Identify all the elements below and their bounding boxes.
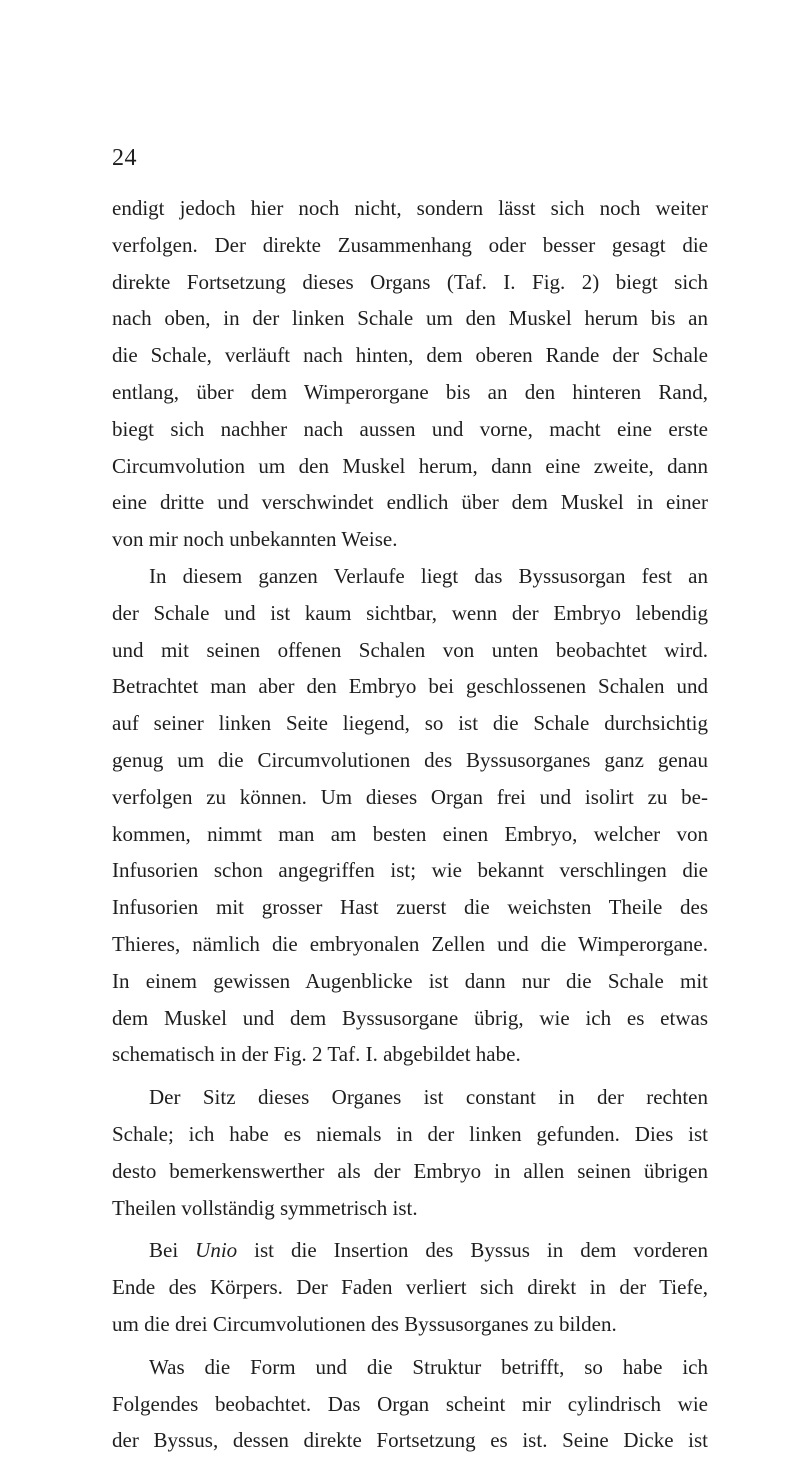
text-line: nach oben, in der linken Schale um den Muskel herum bis an [112,306,708,331]
text-line: Betrachtet man aber den Embryo bei geschlossenen Schalen und [112,674,708,699]
text-line: entlang, über dem Wimperorgane bis an den hinteren Rand, [112,379,708,404]
text-line: auf seiner linken Seite liegend, so ist die Schale durchsichtig [112,711,708,736]
text-line: und mit seinen offenen Schalen von unten beobachtet wird. [112,637,708,662]
text-line: endigt jedoch hier noch nicht, sondern lässt sich noch weiter [112,196,708,220]
paragraph [112,1079,708,1226]
text-line: Circumvolution um den Muskel herum, dann eine zweite, dann [112,453,708,478]
text-line: der Schale und ist kaum sichtbar, wenn der Embryo lebendig [112,600,708,625]
text-line: direkte Fortsetzung dieses Organs (Taf. I. Fig. 2) biegt sich [112,269,708,294]
text-line: Theilen vollständig symmetrisch ist. [112,1195,418,1220]
text-line: In einem gewissen Augenblicke ist dann nur die Schale mit [112,968,708,993]
text-line: der Byssus, dessen direkte Fortsetzung es ist. Seine Dicke ist [112,1428,708,1453]
text-line: kommen, nimmt man am besten einen Embryo, welcher von [112,821,708,846]
text-line: Folgendes beobachtet. Das Organ scheint mir cylindrisch wie [112,1391,708,1416]
paragraph [112,190,708,558]
text-line: verfolgen. Der direkte Zusammenhang oder besser gesagt die [112,232,708,257]
text-line: Ende des Körpers. Der Faden verliert sich direkt in der Tiefe, [112,1275,708,1300]
paragraph [112,558,708,1073]
text-line: eine dritte und verschwindet endlich über dem Muskel in einer [112,490,708,515]
paragraph [112,1232,708,1342]
text-line: genug um die Circumvolutionen des Byssusorganes ganz genau [112,747,708,772]
text-line: biegt sich nachher nach aussen und vorne, macht eine erste [112,416,708,441]
page-number: 24 [112,145,137,171]
text-line: Der Sitz dieses Organes ist constant in der rechten [149,1085,708,1110]
paragraph [112,1349,708,1459]
text-line: die Schale, verläuft nach hinten, dem oberen Rande der Schale [112,343,708,368]
text-line: In diesem ganzen Verlaufe liegt das Byssusorgan fest an [149,563,708,588]
text-line: Infusorien schon angegriffen ist; wie bekannt verschlingen die [112,858,708,883]
text-line: Infusorien mit grosser Hast zuerst die weichsten Theile des [112,895,708,920]
text-line: schematisch in der Fig. 2 Taf. I. abgebildet habe. [112,1042,521,1067]
text-line: desto bemerkenswerther als der Embryo in allen seinen übrigen [112,1158,708,1183]
text-line: Thieres, nämlich die embryonalen Zellen und die Wimperorgane. [112,931,708,956]
text-line: dem Muskel und dem Byssusorgane übrig, wie ich es etwas [112,1005,708,1030]
text-line: verfolgen zu können. Um dieses Organ frei und isolirt zu be- [112,784,708,809]
body-text [112,190,708,1459]
genus-name: Unio [195,1238,238,1263]
text-line: Schale; ich habe es niemals in der linken gefunden. Dies ist [112,1121,708,1146]
text-line: von mir noch unbekannten Weise. [112,527,398,552]
text-line: Was die Form und die Struktur betrifft, so habe ich [149,1354,708,1379]
text-line: um die drei Circumvolutionen des Byssusorganes zu bilden. [112,1311,617,1336]
text-line: Bei Unio ist die Insertion des Byssus in dem vorderen [149,1238,708,1263]
